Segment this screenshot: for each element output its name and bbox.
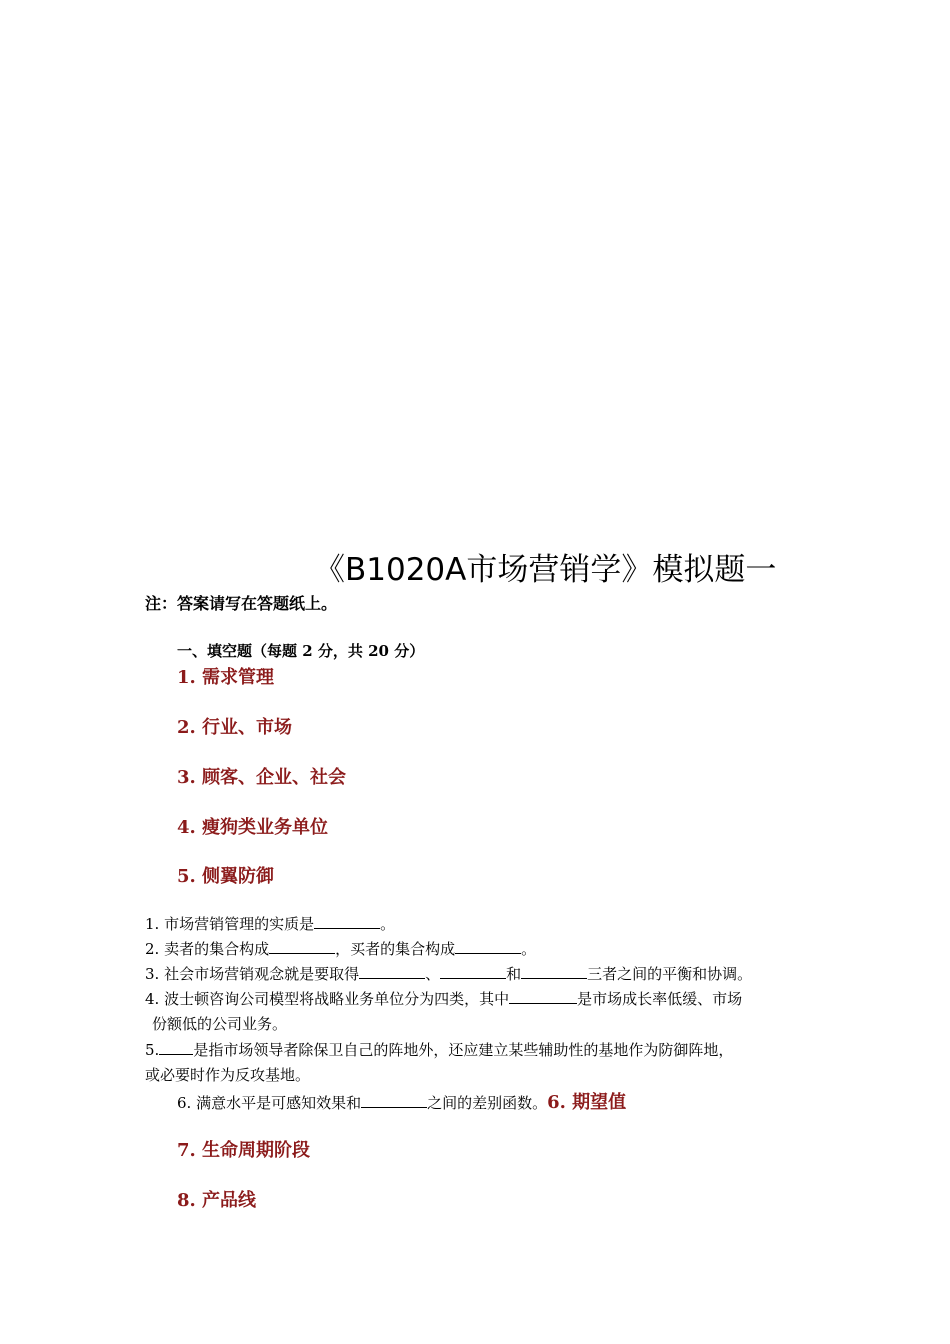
question-5-continued: 或必要时作为反攻基地。 [145,1066,311,1084]
question-3: 3. 社会市场营销观念就是要取得 、 和 三者之间的平衡和协调。 [145,965,753,983]
blank [521,963,587,979]
blank [440,963,506,979]
answer-3: 3. 顾客、企业、社会 [177,767,347,788]
question-6: 6. 满意水平是可感知效果和 之间的差别函数。6. 期望值 [177,1092,627,1113]
blank [361,1092,427,1108]
blank [509,988,577,1004]
question-5: 5. 是指市场领导者除保卫自己的阵地外，还应建立某些辅助性的基地作为防御阵地， [145,1041,734,1059]
section-heading: 一、填空题（每题 2 分，共 20 分） [177,642,425,660]
blank [269,938,335,954]
blank [359,963,425,979]
answer-8: 8. 产品线 [177,1190,257,1211]
blank [159,1039,193,1055]
question-1: 1. 市场营销管理的实质是 。 [145,915,396,933]
answer-7: 7. 生命周期阶段 [177,1140,311,1161]
answer-5: 5. 侧翼防御 [177,866,275,887]
question-4-continued: 份额低的公司业务。 [152,1015,288,1033]
question-4: 4. 波士顿咨询公司模型将战略业务单位分为四类，其中 是市场成长率低缓、市场 [145,990,743,1008]
blank [455,938,521,954]
blank [314,913,380,929]
question-2: 2. 卖者的集合构成 ，买者的集合构成 。 [145,940,537,958]
answer-4: 4. 瘦狗类业务单位 [177,817,329,838]
page-title: 《B1020A市场营销学》模拟题一 [314,552,777,588]
answer-2: 2. 行业、市场 [177,717,293,738]
answer-6: 6. 期望值 [547,1092,627,1113]
answer-note: 注：答案请写在答题纸上。 [145,594,338,613]
answer-1: 1. 需求管理 [177,667,275,688]
